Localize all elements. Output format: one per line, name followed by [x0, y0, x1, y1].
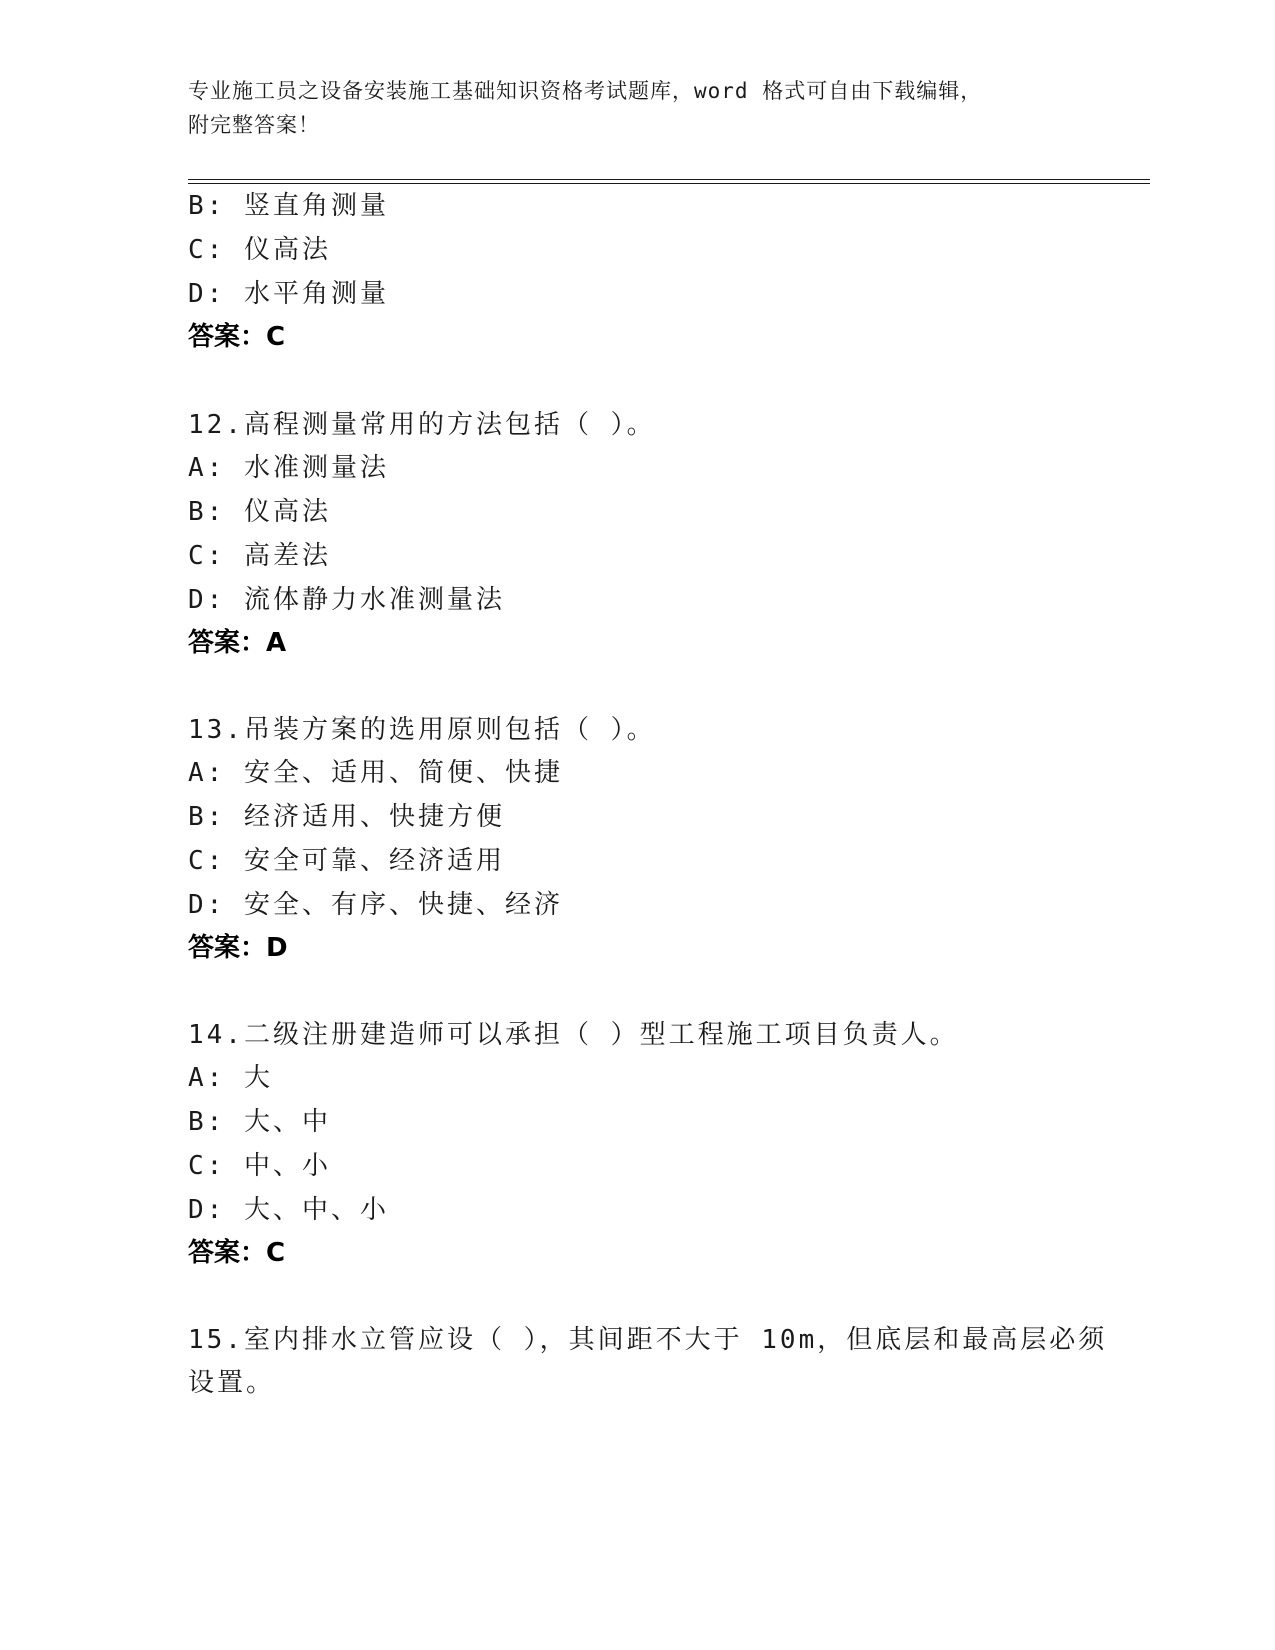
q13-option-b: B: 经济适用、快捷方便	[188, 802, 505, 832]
header-line-2: 附完整答案！	[188, 113, 320, 137]
q11-answer: 答案：C	[188, 322, 286, 352]
q14-option-a: A: 大	[188, 1063, 273, 1093]
q13-option-a: A: 安全、适用、简便、快捷	[188, 758, 563, 788]
q12-option-c: C: 高差法	[188, 541, 331, 571]
q13-answer: 答案：D	[188, 933, 288, 963]
q11-option-d: D: 水平角测量	[188, 279, 389, 309]
q11-option-c: C: 仪高法	[188, 235, 331, 265]
q12-answer: 答案：A	[188, 628, 287, 658]
q11-option-b: B: 竖直角测量	[188, 191, 389, 221]
q14-option-c: C: 中、小	[188, 1151, 331, 1181]
q13-option-c: C: 安全可靠、经济适用	[188, 846, 505, 876]
header-divider-top	[188, 179, 1150, 180]
q15-question-line-2: 设置。	[188, 1368, 276, 1398]
q13-option-d: D: 安全、有序、快捷、经济	[188, 890, 563, 920]
q14-option-d: D: 大、中、小	[188, 1195, 389, 1225]
header-divider-bottom	[188, 183, 1150, 184]
document-header	[188, 74, 1068, 142]
q14-question: 14.二级注册建造师可以承担（ ）型工程施工项目负责人。	[188, 1020, 959, 1050]
header-line-1: 专业施工员之设备安装施工基础知识资格考试题库，word 格式可自由下载编辑，	[188, 79, 983, 103]
q14-answer: 答案：C	[188, 1238, 286, 1268]
q12-question: 12.高程测量常用的方法包括（ ）。	[188, 410, 656, 440]
q14-option-b: B: 大、中	[188, 1107, 331, 1137]
q13-question: 13.吊装方案的选用原则包括（ ）。	[188, 715, 656, 745]
q12-option-d: D: 流体静力水准测量法	[188, 585, 505, 615]
q15-question-line-1: 15.室内排水立管应设（ ），其间距不大于 10m，但底层和最高层必须	[188, 1325, 1108, 1355]
q12-option-a: A: 水准测量法	[188, 453, 389, 483]
q12-option-b: B: 仪高法	[188, 497, 331, 527]
